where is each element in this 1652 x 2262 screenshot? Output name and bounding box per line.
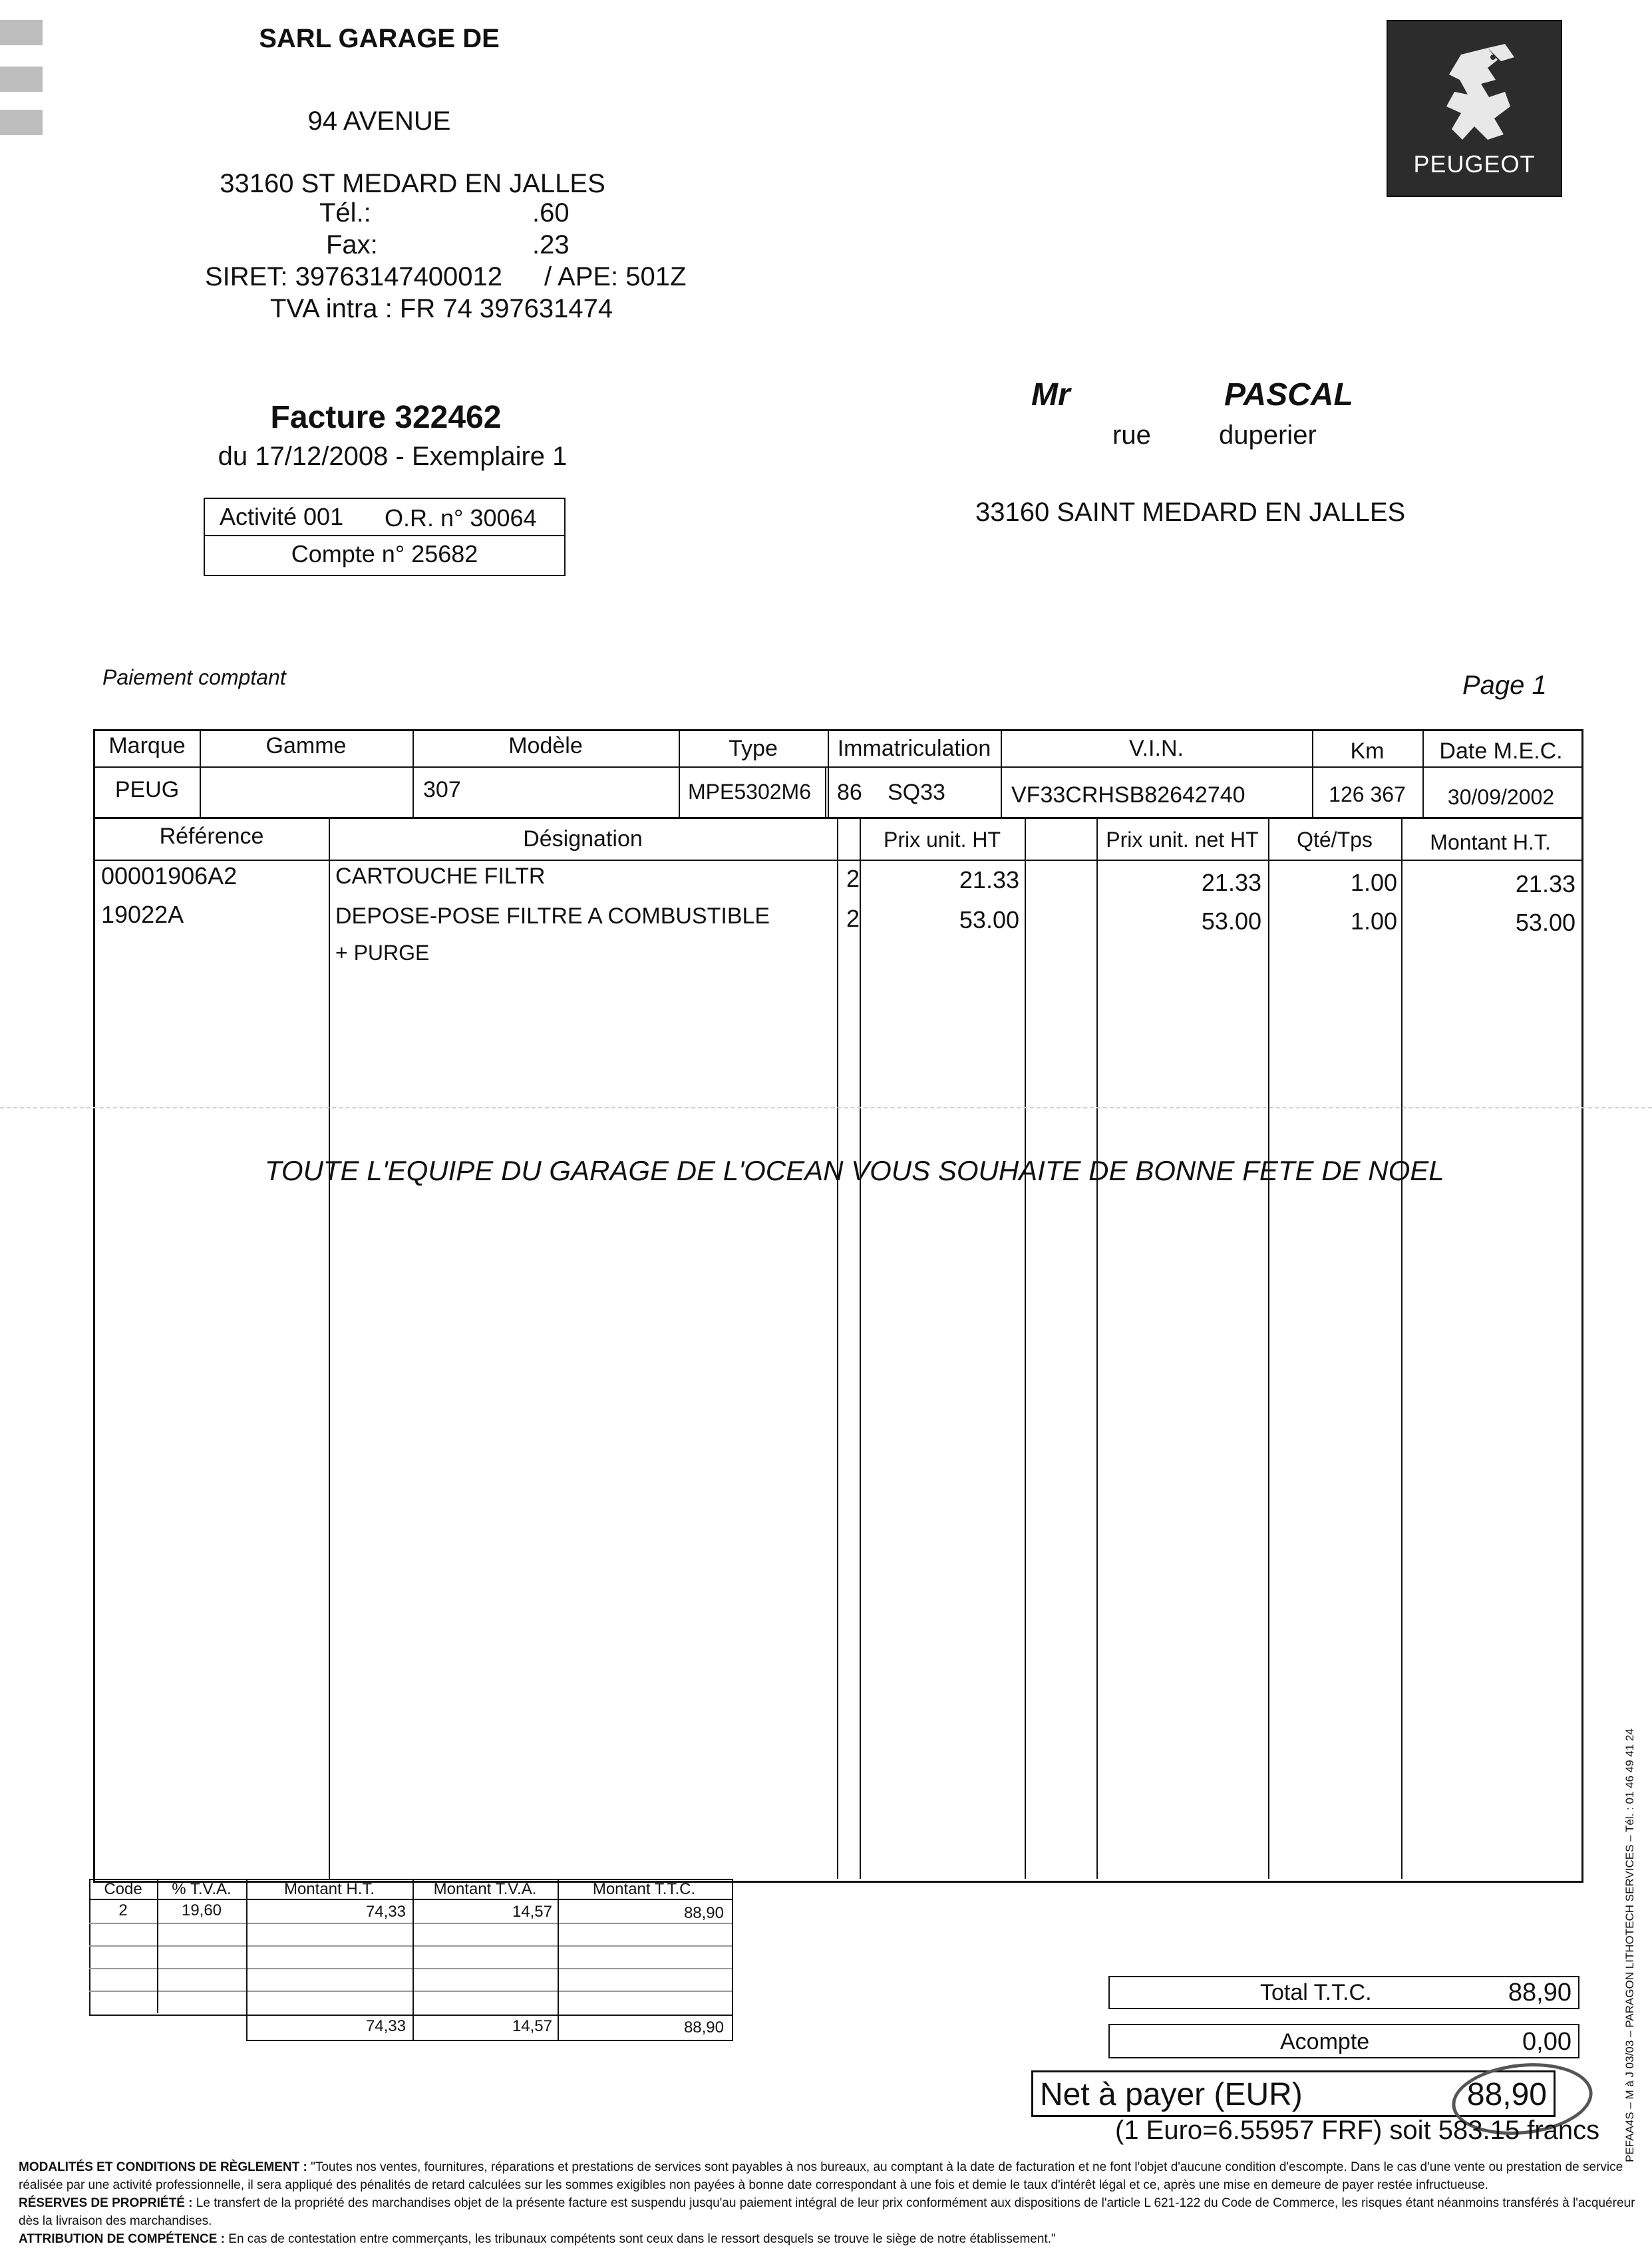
vehicle-header-date: Date M.E.C. [1439,738,1563,764]
lion-icon [1388,28,1561,161]
table-rule [825,766,826,817]
acompte-box [1108,2024,1579,2058]
modalites-text: "Toutes nos ventes, fournitures, réparations et prestations de services sont payables à nos bureaux, au comptant à la date de facturation et ne font l'objet d'aucune condition d'escompte. Dans le cas d'une vente ou prestation de service réalisée par une activité professionnelle, il sera appliqué des pénalités de retard calculées sur les sommes exigibles non payées à bonne date correspondant à une fois et demie le taux d'intérêt légal et ce, après une mise en demeure de payer restée infructueuse. [19,2160,1623,2192]
header-reference: Référence [159,824,264,849]
vat-total-ttc: 88,90 [683,2019,724,2036]
company-name: SARL GARAGE DE [259,24,500,53]
table-rule [329,817,330,1879]
vat-header-code: Code [104,1880,142,1898]
customer-street-name: duperier [1219,420,1317,450]
vehicle-header-modele: Modèle [508,733,583,758]
table-rule [89,1899,732,1900]
vehicle-type: MPE5302M6 [688,780,811,804]
customer-title: Mr [1031,377,1071,412]
vehicle-immat-suffix: SQ33 [888,780,945,805]
line-prix-net: 53.00 [1201,907,1261,935]
vehicle-header-marque: Marque [108,733,186,758]
header-qte: Qté/Tps [1297,828,1373,852]
line-reference: 00001906A2 [101,862,238,889]
table-rule [157,1879,158,2013]
line-montant: 21.33 [1515,870,1575,897]
net-payer-value: 88,90 [1466,2077,1547,2112]
printer-note: PEFAA4S – M à J 03/03 – PARAGON LITHOTECH SERVICES – Tél. : 01 46 49 41 24 [1623,1728,1636,2162]
page-number: Page 1 [1462,671,1547,700]
table-rule [837,817,838,1879]
vat-header-tva: Montant T.V.A. [433,1880,537,1898]
acompte-label: Acompte [1280,2029,1370,2054]
vat-header-rate: % T.V.A. [172,1880,232,1898]
table-rule [89,1923,732,1924]
vat-total-ht: 74,33 [365,2017,406,2035]
line-designation: DEPOSE-POSE FILTRE A COMBUSTIBLE [335,903,770,929]
vehicle-header-km: Km [1350,738,1385,764]
header-montant: Montant H.T. [1430,830,1551,854]
brand-logo [1387,20,1562,197]
account-box [204,534,566,576]
acompte-value: 0,00 [1522,2028,1571,2056]
table-rule [1268,817,1269,1879]
table-rule [89,1991,732,1992]
invoice-table [93,729,1583,1883]
company-tel-value: .60 [532,198,570,228]
vat-code: 2 [118,1901,128,1919]
vat-rate: 19,60 [181,1901,222,1919]
logo-text: PEUGEOT [1413,150,1536,178]
line-qte: 1.00 [1350,869,1397,896]
euro-conversion: (1 Euro=6.55957 FRF) soit 583.15 francs [1115,2116,1600,2145]
account-number: Compte n° 25682 [291,540,478,567]
vat-header-ht: Montant H.T. [283,1880,375,1898]
activity-code: Activité 001 [220,503,344,530]
scan-mark [0,110,43,135]
scan-mark [0,20,43,45]
line-code: 2 [846,865,860,892]
total-ttc-label: Total T.T.C. [1260,1980,1372,2005]
scan-mark [0,67,43,92]
customer-street-type: rue [1112,420,1151,450]
company-fax-label: Fax: [326,230,378,259]
attribution-text: En cas de contestation entre commerçants, les tribunaux compétents sont ceux dans le ressort desquels se trouve le siège de notre établissement." [228,2232,1056,2246]
vehicle-date-mec: 30/09/2002 [1447,785,1555,809]
table-rule [89,1968,732,1969]
net-payer-label: Net à payer (EUR) [1040,2077,1303,2112]
company-address-line2: 33160 ST MEDARD EN JALLES [220,169,605,198]
vehicle-marque: PEUG [114,777,180,802]
activity-box [204,498,566,536]
table-rule [93,766,1582,768]
total-ttc-value: 88,90 [1508,1979,1571,2007]
line-montant: 53.00 [1515,909,1575,936]
header-prix-net: Prix unit. net HT [1106,828,1259,852]
line-extra: + PURGE [335,941,430,965]
table-rule [1025,817,1026,1879]
company-siret: SIRET: 39763147400012 [205,262,503,291]
company-tel-label: Tél.: [319,198,371,228]
line-code: 2 [846,905,860,932]
table-rule [558,1879,559,2040]
invoice-title: Facture 322462 [270,400,502,435]
modalites-title: MODALITÉS ET CONDITIONS DE RÈGLEMENT : [19,2160,307,2174]
line-prix-net: 21.33 [1201,869,1261,896]
line-qte: 1.00 [1350,907,1397,935]
company-address-line1: 94 AVENUE [307,106,451,136]
reserve-text: Le transfert de la propriété des marchandises objet de la présente facture est suspendu jusqu'au paiement intégral de leur prix conformément aux dispositions de l'article L 621-122 du Code de Commerce, les risques étant néanmoins transférés à l'acquéreur dès la livraison des marchandises. [19,2196,1635,2228]
vehicle-modele: 307 [423,777,461,802]
vehicle-km: 126 367 [1329,782,1406,806]
vehicle-header-immat: Immatriculation [837,736,991,761]
vehicle-header-gamme: Gamme [265,733,347,758]
table-rule [860,817,861,1879]
table-rule [1401,817,1403,1879]
company-ape: / APE: 501Z [544,262,687,291]
vehicle-immat-prefix: 86 [837,780,862,805]
company-fax-value: .23 [532,230,570,259]
vat-ttc: 88,90 [683,1904,724,1922]
payment-terms: Paiement comptant [102,665,286,689]
vehicle-header-type: Type [729,736,778,761]
vehicle-header-vin: V.I.N. [1129,736,1184,761]
vat-total-tva: 14,57 [512,2017,552,2035]
header-prix-unit: Prix unit. HT [883,828,1001,852]
line-prix: 21.33 [959,866,1019,893]
vat-tva: 14,57 [512,1903,552,1921]
attribution-title: ATTRIBUTION DE COMPÉTENCE : [19,2232,225,2246]
table-rule [1096,817,1098,1879]
customer-city: 33160 SAINT MEDARD EN JALLES [975,498,1406,527]
header-designation: Désignation [523,826,643,852]
greeting-message: TOUTE L'EQUIPE DU GARAGE DE L'OCEAN VOUS SOUHAITE DE BONNE FETE DE NOEL [265,1155,1444,1186]
vat-ht: 74,33 [365,1903,406,1921]
footer-terms [19,2158,1635,2248]
company-tva: TVA intra : FR 74 397631474 [270,294,613,323]
table-rule [89,1945,732,1947]
line-designation: CARTOUCHE FILTR [335,864,546,889]
or-number: O.R. n° 30064 [385,504,537,532]
fold-line [0,1107,1652,1108]
invoice-subtitle: du 17/12/2008 - Exemplaire 1 [218,442,568,471]
reserve-title: RÉSERVES DE PROPRIÉTÉ : [19,2196,193,2210]
line-prix: 53.00 [959,906,1019,933]
vat-header-ttc: Montant T.T.C. [592,1880,696,1898]
total-ttc-box [1108,1976,1579,2009]
vehicle-vin: VF33CRHSB82642740 [1011,782,1245,808]
line-reference: 19022A [101,901,184,928]
customer-name: PASCAL [1224,377,1353,412]
